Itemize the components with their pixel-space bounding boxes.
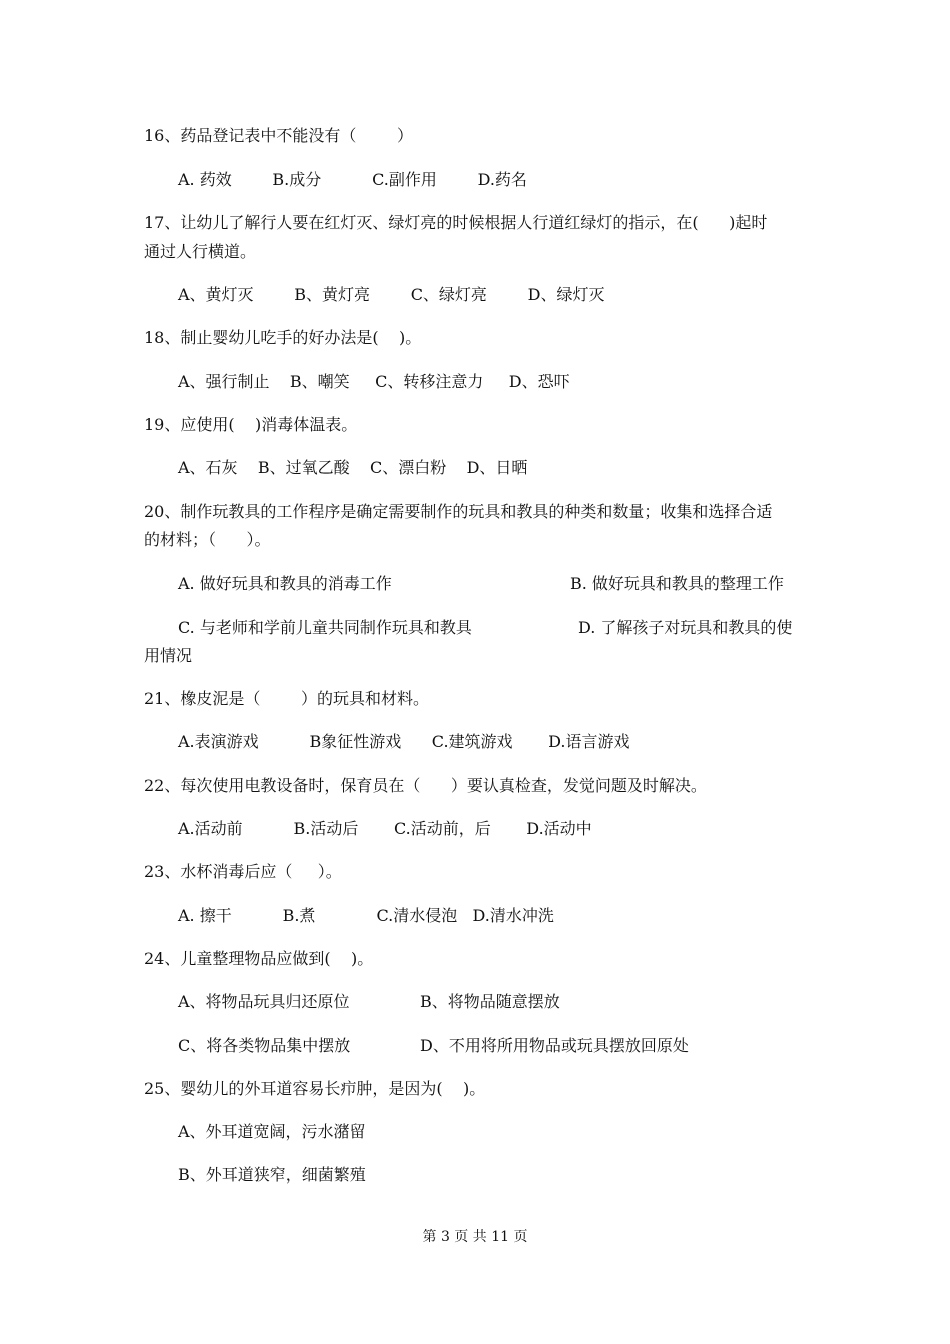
question-20-option-c: C. 与老师和学前儿童共同制作玩具和教具 (178, 618, 472, 637)
question-20-stem-cont: 的材料；（ ）。 (144, 530, 271, 549)
question-23-stem: 23、水杯消毒后应（ ）。 (144, 862, 342, 881)
question-19-options: A、石灰 B、过氧乙酸 C、漂白粉 D、日晒 (178, 458, 528, 477)
question-24-option-a: A、将物品玩具归还原位 (178, 992, 350, 1011)
page-number-footer: 第 3 页 共 11 页 (422, 1229, 528, 1245)
question-20-option-d: D. 了解孩子对玩具和教具的使 (578, 618, 793, 637)
question-20-option-a: A. 做好玩具和教具的消毒工作 (178, 574, 392, 593)
question-20-option-b: B. 做好玩具和教具的整理工作 (570, 574, 784, 593)
question-16-stem: 16、药品登记表中不能没有（ ） (144, 126, 414, 145)
question-17-stem: 17、让幼儿了解行人要在红灯灭、绿灯亮的时候根据人行道红绿灯的指示，在( )起时 (144, 213, 768, 232)
question-22-options: A.活动前 B.活动后 C.活动前，后 D.活动中 (178, 819, 592, 838)
question-24-option-c: C、将各类物品集中摆放 (178, 1036, 351, 1055)
question-21-options: A.表演游戏 B象征性游戏 C.建筑游戏 D.语言游戏 (178, 732, 630, 751)
question-18-options: A、强行制止 B、嘲笑 C、转移注意力 D、恐吓 (178, 372, 570, 391)
question-22-stem: 22、每次使用电教设备时，保育员在（ ）要认真检查，发觉问题及时解决。 (144, 776, 707, 795)
question-24-option-b: B、将物品随意摆放 (420, 992, 560, 1011)
question-18-stem: 18、制止婴幼儿吃手的好办法是( )。 (144, 328, 422, 347)
question-24-stem: 24、儿童整理物品应做到( )。 (144, 949, 374, 968)
question-19-stem: 19、应使用( )消毒体温表。 (144, 415, 358, 434)
question-17-stem-cont: 通过人行横道。 (144, 242, 257, 261)
question-21-stem: 21、橡皮泥是（ ）的玩具和材料。 (144, 689, 430, 708)
question-23-options: A. 擦干 B.煮 C.清水侵泡 D.清水冲洗 (178, 906, 554, 925)
question-17-options: A、黄灯灭 B、黄灯亮 C、绿灯亮 D、绿灯灭 (178, 285, 605, 304)
question-20-option-d-cont: 用情况 (144, 646, 193, 665)
question-16-options: A. 药效 B.成分 C.副作用 D.药名 (178, 170, 527, 189)
question-25-option-b: B、外耳道狭窄，细菌繁殖 (178, 1165, 366, 1184)
question-24-option-d: D、不用将所用物品或玩具摆放回原处 (420, 1036, 689, 1055)
question-25-stem: 25、婴幼儿的外耳道容易长疖肿，是因为( )。 (144, 1079, 486, 1098)
question-20-stem: 20、制作玩教具的工作程序是确定需要制作的玩具和教具的种类和数量；收集和选择合适 (144, 502, 773, 521)
question-25-option-a: A、外耳道宽阔，污水潴留 (178, 1122, 366, 1141)
